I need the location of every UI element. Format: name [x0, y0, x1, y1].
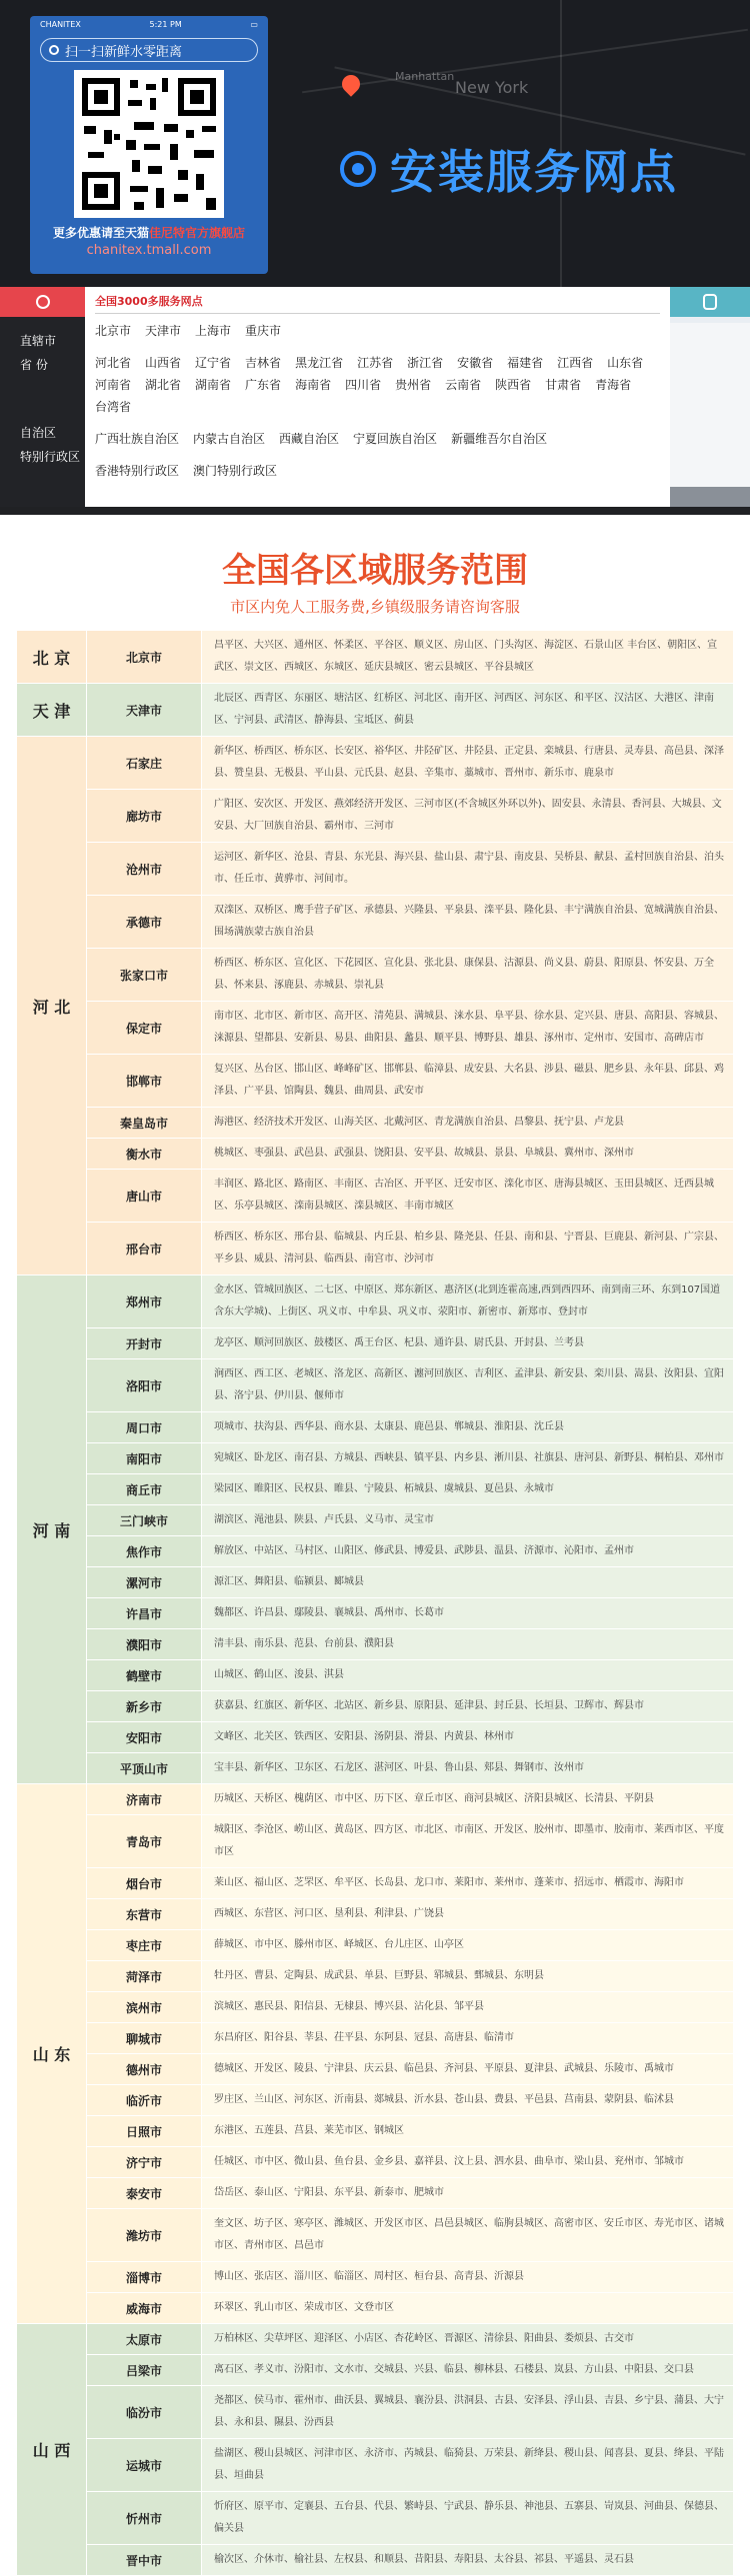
map-label: New York	[455, 78, 529, 97]
province-cell: 河 北	[17, 737, 87, 1276]
area-cell: 西城区、东营区、河口区、垦利县、利津县、广饶县	[202, 1899, 734, 1930]
city-cell: 济南市	[87, 1784, 202, 1815]
table-row	[17, 1443, 734, 1474]
city-cell: 北京市	[87, 631, 202, 684]
area-cell: 离石区、孝义市、汾阳市、文水市、交城县、兴县、临县、柳林县、石楼县、岚县、方山县、中阳县、交口县	[202, 2355, 734, 2386]
promo-prefix: 更多优惠请至天猫	[52, 226, 149, 240]
table-row	[17, 2492, 734, 2545]
map-pin-icon	[338, 71, 363, 96]
municipality-row	[95, 320, 660, 342]
area-cell: 环翠区、乳山市区、荣成市区、文登市区	[202, 2293, 734, 2324]
city-cell: 沧州市	[87, 843, 202, 896]
area-cell: 万柏林区、尖草坪区、迎泽区、小店区、杏花岭区、晋源区、清徐县、阳曲县、娄烦县、古交市	[202, 2324, 734, 2355]
area-cell: 广阳区、安次区、开发区、燕郊经济开发区、三河市区(不含城区外环以外)、固安县、永清县、香河县、大城县、文安县、大厂回族自治县、霸州市、三河市	[202, 790, 734, 843]
area-cell: 岱岳区、泰山区、宁阳县、东平县、新泰市、肥城市	[202, 2178, 734, 2209]
city-cell: 郑州市	[87, 1276, 202, 1328]
region-link[interactable]: 上海市	[195, 324, 232, 338]
city-cell: 聊城市	[87, 2023, 202, 2054]
store-url[interactable]: chanitex.tmall.com	[86, 243, 212, 258]
region-list	[85, 287, 670, 507]
phone-status-bar	[30, 16, 268, 32]
tab-municipalities[interactable]: 直辖市	[20, 334, 57, 348]
table-row	[17, 631, 734, 684]
table-row	[17, 843, 734, 896]
area-cell: 北辰区、西青区、东丽区、塘沽区、红桥区、河北区、南开区、河西区、河东区、和平区、汉沽区、大港区、津南区、宁河县、武清区、静海县、宝坻区、蓟县	[202, 684, 734, 737]
network-heading: 全国3000多服务网点	[95, 293, 660, 314]
region-link[interactable]: 广西壮族自治区	[95, 432, 180, 446]
region-link[interactable]: 江西省	[557, 356, 594, 370]
table-row	[17, 2545, 734, 2576]
area-cell: 博山区、张店区、淄川区、临淄区、周村区、桓台县、高青县、沂源县	[202, 2262, 734, 2293]
table-row	[17, 2293, 734, 2324]
target-icon	[340, 151, 376, 187]
area-cell: 源汇区、舞阳县、临颍县、郾城县	[202, 1567, 734, 1598]
region-link[interactable]: 河北省	[95, 356, 132, 370]
region-link[interactable]: 河南省	[95, 378, 132, 392]
area-cell: 滨城区、惠民县、阳信县、无棣县、博兴县、沾化县、邹平县	[202, 1992, 734, 2023]
area-cell: 东昌府区、阳谷县、莘县、茌平县、东阿县、冠县、高唐县、临清市	[202, 2023, 734, 2054]
location-pin-icon	[703, 294, 717, 310]
area-cell: 薛城区、市中区、滕州市区、峄城区、台儿庄区、山亭区	[202, 1930, 734, 1961]
area-cell: 忻府区、原平市、定襄县、五台县、代县、繁峙县、宁武县、静乐县、神池县、五寨县、岢岚县、河曲县、保德县、偏关县	[202, 2492, 734, 2545]
city-cell: 鹤壁市	[87, 1660, 202, 1691]
scan-text: 扫一扫新鲜水零距离	[65, 44, 183, 60]
city-cell: 忻州市	[87, 2492, 202, 2545]
region-link[interactable]: 江苏省	[357, 356, 394, 370]
region-link[interactable]: 香港特别行政区	[95, 464, 180, 478]
city-cell: 滨州市	[87, 1992, 202, 2023]
region-link[interactable]: 云南省	[445, 378, 482, 392]
table-row	[17, 1784, 734, 1815]
map-label: Manhattan	[395, 70, 455, 83]
region-link[interactable]: 甘肃省	[545, 378, 582, 392]
city-cell: 运城市	[87, 2439, 202, 2492]
region-link[interactable]: 北京市	[95, 324, 132, 338]
city-cell: 潍坊市	[87, 2209, 202, 2262]
region-link[interactable]: 浙江省	[407, 356, 444, 370]
table-row	[17, 1815, 734, 1868]
city-cell: 廊坊市	[87, 790, 202, 843]
table-row	[17, 1629, 734, 1660]
region-link[interactable]: 福建省	[507, 356, 544, 370]
region-link[interactable]: 黑龙江省	[295, 356, 344, 370]
area-cell: 任城区、市中区、微山县、鱼台县、金乡县、嘉祥县、汶上县、泗水县、曲阜市、梁山县、兖州市、邹城市	[202, 2147, 734, 2178]
map-preview	[670, 323, 750, 488]
city-cell: 商丘市	[87, 1474, 202, 1505]
city-cell: 烟台市	[87, 1868, 202, 1899]
section-title-block	[0, 515, 750, 617]
region-link[interactable]: 青海省	[595, 378, 632, 392]
table-row	[17, 1108, 734, 1139]
tab-autonomous[interactable]: 自治区	[20, 426, 57, 440]
autonomous-row	[95, 428, 660, 450]
area-cell: 魏都区、许昌县、鄢陵县、襄城县、禹州市、长葛市	[202, 1598, 734, 1629]
area-cell: 盐湖区、稷山县城区、河津市区、永济市、芮城县、临猗县、万荣县、新绛县、稷山县、闻喜县、夏县、绛县、平陆县、垣曲县	[202, 2439, 734, 2492]
table-row	[17, 1505, 734, 1536]
area-cell: 丰润区、路北区、路南区、丰南区、古冶区、开平区、迁安市区、滦化市区、唐海县城区、玉田县城区、迁西县城区、乐亭县城区、滦南县城区、滦县城区、丰南市城区	[202, 1170, 734, 1223]
table-row	[17, 1961, 734, 1992]
qr-code[interactable]	[74, 70, 224, 218]
tab-special-regions[interactable]: 特别行政区	[20, 450, 81, 464]
city-cell: 保定市	[87, 1002, 202, 1055]
city-cell: 日照市	[87, 2116, 202, 2147]
section-subtitle: 市区内免人工服务费,乡镇级服务请咨询客服	[230, 598, 520, 616]
city-cell: 安阳市	[87, 1722, 202, 1753]
area-cell: 获嘉县、红旗区、新华区、北站区、新乡县、原阳县、延津县、封丘县、长垣县、卫辉市、辉县市	[202, 1691, 734, 1722]
region-link[interactable]: 内蒙古自治区	[193, 432, 266, 446]
city-cell: 石家庄	[87, 737, 202, 790]
time-label: 5:21 PM	[149, 19, 182, 29]
city-cell: 平顶山市	[87, 1753, 202, 1784]
table-row	[17, 1567, 734, 1598]
area-cell: 双滦区、双桥区、鹰手营子矿区、承德县、兴隆县、平泉县、滦平县、隆化县、丰宁满族自治县、宽城满族自治县、围场满族蒙古族自治县	[202, 896, 734, 949]
region-link[interactable]: 辽宁省	[195, 356, 232, 370]
province-cell: 天 津	[17, 684, 87, 737]
table-row	[17, 1276, 734, 1328]
area-cell: 解放区、中站区、马村区、山阳区、修武县、博爱县、武陟县、温县、济源市、沁阳市、孟州市	[202, 1536, 734, 1567]
table-row	[17, 1474, 734, 1505]
area-cell: 海港区、经济技术开发区、山海关区、北戴河区、青龙满族自治县、昌黎县、抚宁县、卢龙县	[202, 1108, 734, 1139]
province-cell: 河 南	[17, 1276, 87, 1784]
region-tab-sidebar	[0, 287, 85, 507]
province-cell: 山 东	[17, 1784, 87, 2324]
area-cell: 梁园区、睢阳区、民权县、睢县、宁陵县、柘城县、虞城县、夏邑县、永城市	[202, 1474, 734, 1505]
region-link[interactable]: 四川省	[345, 378, 382, 392]
area-cell: 金水区、管城回族区、二七区、中原区、郑东新区、惠济区(北到连霍高速,西到西四环、南到南三环、东到107国道含东大学城)、上街区、巩义市、中牟县、巩义市、荥阳市、新密市、新郑市、登封市	[202, 1276, 734, 1328]
city-cell: 泰安市	[87, 2178, 202, 2209]
city-cell: 漯河市	[87, 1567, 202, 1598]
region-link[interactable]: 台湾省	[95, 400, 132, 414]
area-cell: 山城区、鹤山区、浚县、淇县	[202, 1660, 734, 1691]
city-cell: 南阳市	[87, 1443, 202, 1474]
province-row	[95, 352, 660, 418]
region-link[interactable]: 安徽省	[457, 356, 494, 370]
search-icon	[49, 45, 59, 55]
table-row	[17, 2386, 734, 2439]
city-cell: 衡水市	[87, 1139, 202, 1170]
region-link[interactable]: 重庆市	[245, 324, 282, 338]
city-cell: 秦皇岛市	[87, 1108, 202, 1139]
promo-text	[30, 224, 268, 241]
region-link[interactable]: 山东省	[607, 356, 644, 370]
city-cell: 青岛市	[87, 1815, 202, 1868]
region-link[interactable]: 新疆维吾尔自治区	[451, 432, 548, 446]
city-cell: 枣庄市	[87, 1930, 202, 1961]
city-cell: 菏泽市	[87, 1961, 202, 1992]
area-cell: 涧西区、西工区、老城区、洛龙区、高新区、瀍河回族区、吉利区、孟津县、新安县、栾川县、嵩县、汝阳县、宜阳县、洛宁县、伊川县、偃师市	[202, 1359, 734, 1412]
table-row	[17, 2147, 734, 2178]
area-cell: 榆次区、介休市、榆社县、左权县、和顺县、昔阳县、寿阳县、太谷县、祁县、平遥县、灵石县	[202, 2545, 734, 2576]
city-cell: 洛阳市	[87, 1359, 202, 1412]
region-link[interactable]: 陕西省	[495, 378, 532, 392]
table-row	[17, 1868, 734, 1899]
tab-provinces[interactable]: 省 份	[20, 358, 48, 372]
city-cell: 天津市	[87, 684, 202, 737]
area-cell: 湖滨区、渑池县、陕县、卢氏县、义马市、灵宝市	[202, 1505, 734, 1536]
section-title: 全国各区域服务范围	[222, 551, 528, 591]
battery-icon: ▭	[250, 19, 258, 29]
city-cell: 德州市	[87, 2054, 202, 2085]
search-button[interactable]	[0, 287, 85, 317]
area-cell: 东港区、五莲县、莒县、莱芜市区、钢城区	[202, 2116, 734, 2147]
region-link[interactable]: 山西省	[145, 356, 182, 370]
table-row	[17, 1660, 734, 1691]
table-row	[17, 2262, 734, 2293]
city-cell: 濮阳市	[87, 1629, 202, 1660]
hero-title-text: 安装服务网点	[390, 145, 678, 199]
hero-banner	[0, 0, 750, 287]
area-cell: 昌平区、大兴区、通州区、怀柔区、平谷区、顺义区、房山区、门头沟区、海淀区、石景山区 丰台区、朝阳区、宣武区、崇文区、西城区、东城区、延庆县城区、密云县城区、平谷县城区	[202, 631, 734, 684]
area-cell: 桥西区、桥东区、邢台县、临城县、内丘县、柏乡县、隆尧县、任县、南和县、宁晋县、巨鹿县、新河县、广宗县、平乡县、威县、清河县、临西县、南宫市、沙河市	[202, 1223, 734, 1276]
area-cell: 清丰县、南乐县、范县、台前县、濮阳县	[202, 1629, 734, 1660]
area-cell: 德城区、开发区、陵县、宁津县、庆云县、临邑县、齐河县、平原县、夏津县、武城县、乐陵市、禹城市	[202, 2054, 734, 2085]
area-cell: 莱山区、福山区、芝罘区、牟平区、长岛县、龙口市、莱阳市、莱州市、蓬莱市、招远市、栖霞市、海阳市	[202, 1868, 734, 1899]
table-row	[17, 1002, 734, 1055]
region-link[interactable]: 宁夏回族自治区	[353, 432, 438, 446]
city-cell: 三门峡市	[87, 1505, 202, 1536]
table-row	[17, 1722, 734, 1753]
map-controls[interactable]	[670, 487, 750, 507]
table-row	[17, 684, 734, 737]
table-row	[17, 2116, 734, 2147]
area-cell: 历城区、天桥区、槐荫区、市中区、历下区、章丘市区、商河县城区、济阳县城区、长清县、平阴县	[202, 1784, 734, 1815]
table-row	[17, 1753, 734, 1784]
city-cell: 临沂市	[87, 2085, 202, 2116]
table-row	[17, 1170, 734, 1223]
city-cell: 邢台市	[87, 1223, 202, 1276]
table-row	[17, 2439, 734, 2492]
carrier-label: CHANITEX	[40, 19, 81, 29]
province-cell: 北 京	[17, 631, 87, 684]
area-cell: 桥西区、桥东区、宣化区、下花园区、宣化县、张北县、康保县、沽源县、尚义县、蔚县、阳原县、怀安县、万全县、怀来县、涿鹿县、赤城县、崇礼县	[202, 949, 734, 1002]
region-link[interactable]: 西藏自治区	[279, 432, 340, 446]
region-link[interactable]: 海南省	[295, 378, 332, 392]
city-cell: 吕梁市	[87, 2355, 202, 2386]
table-row	[17, 2324, 734, 2355]
table-row	[17, 2178, 734, 2209]
table-row	[17, 2023, 734, 2054]
region-link[interactable]: 湖北省	[145, 378, 182, 392]
table-row	[17, 1992, 734, 2023]
hero-title	[340, 136, 678, 202]
area-cell: 宝丰县、新华区、卫东区、石龙区、湛河区、叶县、鲁山县、郏县、舞钢市、汝州市	[202, 1753, 734, 1784]
search-icon	[36, 295, 50, 309]
area-cell: 项城市、扶沟县、西华县、商水县、太康县、鹿邑县、郸城县、淮阳县、沈丘县	[202, 1412, 734, 1443]
area-cell: 城阳区、李沧区、崂山区、黄岛区、四方区、市北区、市南区、开发区、胶州市、即墨市、胶南市、莱西市区、平度市区	[202, 1815, 734, 1868]
table-row	[17, 1899, 734, 1930]
area-cell: 新华区、桥西区、桥东区、长安区、裕华区、井陉矿区、井陉县、正定县、栾城县、行唐县、灵寿县、高邑县、深泽县、赞皇县、无极县、平山县、元氏县、赵县、辛集市、藁城市、晋州市、新乐市、鹿泉市	[202, 737, 734, 790]
city-cell: 承德市	[87, 896, 202, 949]
area-cell: 罗庄区、兰山区、河东区、沂南县、郯城县、沂水县、苍山县、费县、平邑县、莒南县、蒙阴县、临沭县	[202, 2085, 734, 2116]
city-cell: 张家口市	[87, 949, 202, 1002]
scan-bar	[40, 38, 258, 62]
province-cell: 山 西	[17, 2324, 87, 2576]
city-cell: 临汾市	[87, 2386, 202, 2439]
area-cell: 运河区、新华区、沧县、青县、东光县、海兴县、盐山县、肃宁县、南皮县、吴桥县、献县、孟村回族自治县、泊头市、任丘市、黄骅市、河间市。	[202, 843, 734, 896]
region-link[interactable]: 贵州省	[395, 378, 432, 392]
city-cell: 威海市	[87, 2293, 202, 2324]
table-row	[17, 1598, 734, 1629]
location-button[interactable]	[670, 287, 750, 317]
table-row	[17, 790, 734, 843]
table-row	[17, 2054, 734, 2085]
table-row	[17, 2085, 734, 2116]
area-cell: 文峰区、北关区、铁西区、安阳县、汤阴县、滑县、内黄县、林州市	[202, 1722, 734, 1753]
city-cell: 淄博市	[87, 2262, 202, 2293]
service-area-table	[16, 630, 734, 2576]
phone-mockup	[30, 16, 268, 274]
city-cell: 东营市	[87, 1899, 202, 1930]
store-name: 佳尼特官方旗舰店	[149, 226, 246, 240]
table-row	[17, 949, 734, 1002]
area-cell: 桃城区、枣强县、武邑县、武强县、饶阳县、安平县、故城县、景县、阜城县、冀州市、深州市	[202, 1139, 734, 1170]
area-cell: 复兴区、丛台区、邯山区、峰峰矿区、邯郸县、临漳县、成安县、大名县、涉县、磁县、肥乡县、永年县、邱县、鸡泽县、广平县、馆陶县、魏县、曲周县、武安市	[202, 1055, 734, 1108]
table-row	[17, 896, 734, 949]
qr-code-graphic	[74, 70, 224, 218]
area-cell: 宛城区、卧龙区、南召县、方城县、西峡县、镇平县、内乡县、淅川县、社旗县、唐河县、新野县、桐柏县、邓州市	[202, 1443, 734, 1474]
region-link[interactable]: 广东省	[245, 378, 282, 392]
city-cell: 晋中市	[87, 2545, 202, 2576]
table-row	[17, 1691, 734, 1722]
city-cell: 新乡市	[87, 1691, 202, 1722]
table-row	[17, 2355, 734, 2386]
table-row	[17, 1223, 734, 1276]
table-row	[17, 1930, 734, 1961]
area-cell: 牡丹区、曹县、定陶县、成武县、单县、巨野县、郓城县、鄄城县、东明县	[202, 1961, 734, 1992]
table-row	[17, 2209, 734, 2262]
city-cell: 济宁市	[87, 2147, 202, 2178]
service-network-panel	[0, 287, 750, 507]
table-row	[17, 1536, 734, 1567]
city-cell: 太原市	[87, 2324, 202, 2355]
table-row	[17, 1139, 734, 1170]
table-row	[17, 1328, 734, 1359]
area-cell: 龙亭区、顺河回族区、鼓楼区、禹王台区、杞县、通许县、尉氏县、开封县、兰考县	[202, 1328, 734, 1359]
region-link[interactable]: 湖南省	[195, 378, 232, 392]
table-row	[17, 1359, 734, 1412]
table-row	[17, 1412, 734, 1443]
section-divider	[0, 507, 750, 515]
region-link[interactable]: 澳门特别行政区	[193, 464, 278, 478]
region-link[interactable]: 天津市	[145, 324, 182, 338]
area-cell: 尧都区、侯马市、霍州市、曲沃县、翼城县、襄汾县、洪洞县、古县、安泽县、浮山县、吉县、乡宁县、蒲县、大宁县、永和县、隰县、汾西县	[202, 2386, 734, 2439]
area-cell: 奎文区、坊子区、寒亭区、潍城区、开发区市区、昌邑县城区、临朐县城区、高密市区、安丘市区、寿光市区、诸城市区、青州市区、昌邑市	[202, 2209, 734, 2262]
city-cell: 邯郸市	[87, 1055, 202, 1108]
city-cell: 唐山市	[87, 1170, 202, 1223]
region-link[interactable]: 吉林省	[245, 356, 282, 370]
table-row	[17, 737, 734, 790]
table-row	[17, 1055, 734, 1108]
city-cell: 焦作市	[87, 1536, 202, 1567]
city-cell: 开封市	[87, 1328, 202, 1359]
area-cell: 南市区、北市区、新市区、高开区、清苑县、满城县、涞水县、阜平县、徐水县、定兴县、唐县、高阳县、容城县、涞源县、望都县、安新县、易县、曲阳县、蠡县、顺平县、博野县、雄县、涿州市、定州市、安国市、高碑店市	[202, 1002, 734, 1055]
special-region-row	[95, 460, 660, 482]
city-cell: 许昌市	[87, 1598, 202, 1629]
city-cell: 周口市	[87, 1412, 202, 1443]
